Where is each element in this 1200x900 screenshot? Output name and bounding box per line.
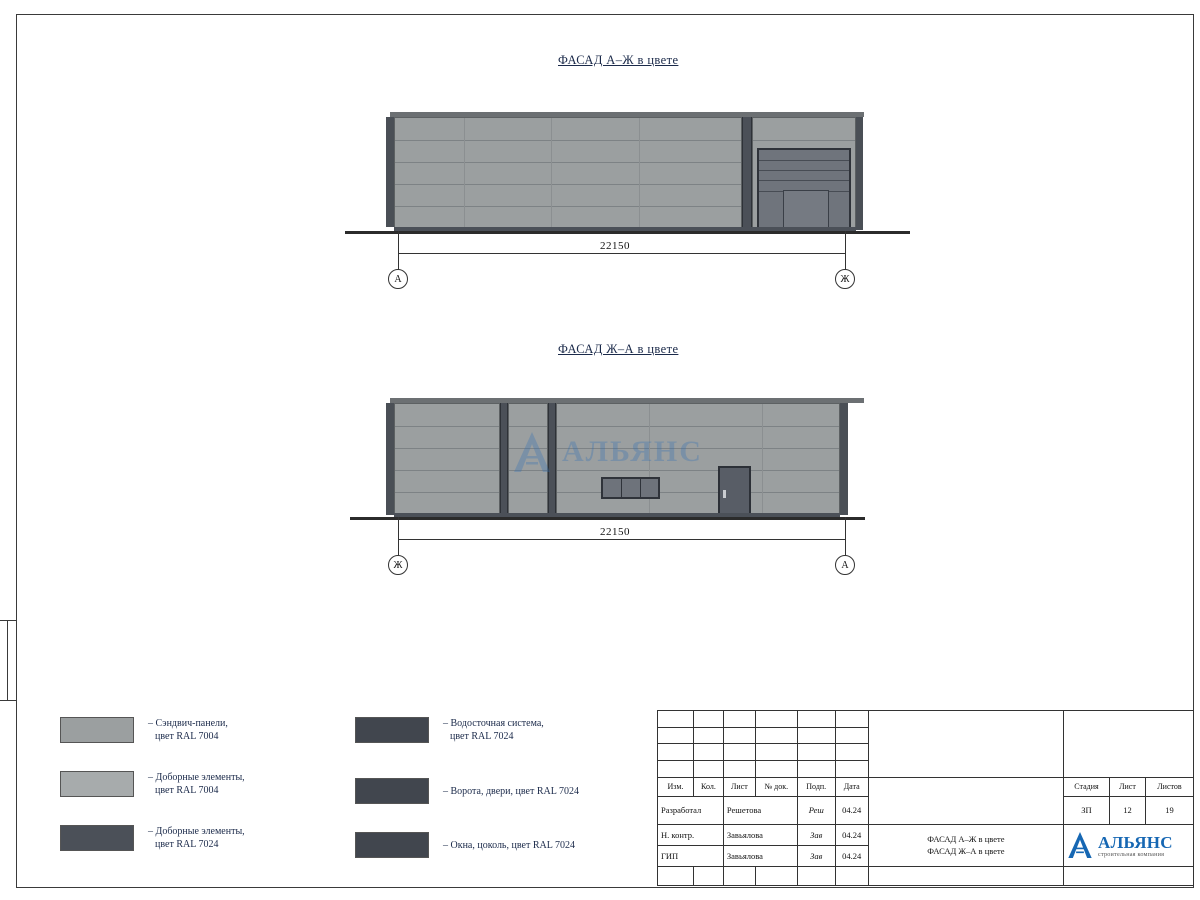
facade-column-trim-2b [548, 403, 556, 515]
watermark-text: АЛЬЯНС [562, 435, 703, 468]
dimension-line [398, 253, 845, 254]
sign-nkontr: Зав [797, 824, 835, 845]
date-nkontr: 04.24 [835, 824, 868, 845]
door-handle [723, 490, 726, 498]
legend-label-3-line1: – Водосточная система, [443, 718, 544, 729]
legend-label-2-line2: цвет RAL 7024 [155, 839, 219, 850]
name-razrabotal: Решетова [723, 796, 797, 824]
alliance-logo-icon-stamp [1067, 830, 1093, 860]
sign-razrabotal: Реш [797, 796, 835, 824]
panel-joint-lines-s1 [395, 404, 499, 514]
sign-gip: Зав [797, 845, 835, 866]
axis-stem-left [398, 253, 399, 269]
legend-label-5-line1: – Окна, цоколь, цвет RAL 7024 [443, 839, 575, 851]
th-list: Лист [723, 777, 755, 796]
gate-inner-panel [783, 190, 829, 231]
legend-label-3 [443, 717, 544, 743]
title-block-row-nkontr [658, 824, 1194, 845]
legend-label-1 [148, 771, 245, 797]
ground-line [345, 231, 910, 234]
project-title-line2: ФАСАД Ж–А в цвете [927, 846, 1005, 857]
axis-marker-right-a: А [835, 555, 855, 575]
dimension-value-a-zh: 22150 [600, 240, 630, 252]
legend-label-5 [443, 839, 575, 852]
legend-label-3-line2: цвет RAL 7024 [450, 731, 514, 742]
legend-label-1-line2: цвет RAL 7004 [155, 785, 219, 796]
legend-item-0 [60, 717, 228, 743]
legend-label-2-line1: – Доборные элементы, [148, 826, 245, 837]
company-logo [1067, 830, 1190, 860]
legend-item-5 [355, 832, 575, 858]
role-nkontr: Н. контр. [658, 824, 724, 845]
corner-trim-left [386, 117, 394, 227]
facade-title-a-zh: ФАСАД А–Ж в цвете [558, 53, 679, 67]
title-block-bottom-row [658, 867, 1194, 886]
axis-marker-left-zh: Ж [388, 555, 408, 575]
legend-swatch-3 [355, 717, 429, 743]
company-logo-cell [1064, 824, 1194, 866]
th-listov: Листов [1145, 777, 1193, 796]
facade-column-trim-2a [500, 403, 508, 515]
legend-swatch-4 [355, 778, 429, 804]
value-stadiya: ЗП [1064, 796, 1110, 824]
th-data: Дата [835, 777, 868, 796]
panel-joint-lines-s3 [557, 404, 839, 514]
panel-joint-lines [395, 118, 741, 228]
legend-swatch-5 [355, 832, 429, 858]
value-list: 12 [1109, 796, 1145, 824]
wall-section-3 [556, 403, 840, 515]
th-kol: Кол. [693, 777, 723, 796]
th-izm: Изм. [658, 777, 694, 796]
corner-trim-right [855, 117, 863, 230]
legend-label-4-line1: – Ворота, двери, цвет RAL 7024 [443, 785, 579, 797]
legend-label-0-line2: цвет RAL 7004 [155, 731, 219, 742]
legend-label-4 [443, 785, 579, 798]
role-gip: ГИП [658, 845, 724, 866]
facade-door [718, 466, 751, 515]
dimension-value-zh-a: 22150 [600, 526, 630, 538]
name-gip: Завьялова [723, 845, 797, 866]
ground-line-2 [350, 517, 865, 520]
title-block-table [657, 710, 1194, 886]
th-list-r: Лист [1109, 777, 1145, 796]
title-block [657, 710, 1194, 886]
sheet-edge-tick-top [0, 620, 16, 621]
th-ndok: № док. [755, 777, 797, 796]
date-razrabotal: 04.24 [835, 796, 868, 824]
legend-item-4 [355, 778, 579, 804]
legend-item-1 [60, 771, 245, 797]
axis-stem-left-2 [398, 539, 399, 555]
legend-item-3 [355, 717, 544, 743]
panel-joint-lines-s2 [509, 404, 547, 514]
legend-swatch-1 [60, 771, 134, 797]
legend-label-0 [148, 717, 228, 743]
role-razrabotal: Разработал [658, 796, 724, 824]
axis-marker-left-a: А [388, 269, 408, 289]
legend-swatch-2 [60, 825, 134, 851]
title-block-spacer [868, 777, 1063, 824]
legend-swatch-0 [60, 717, 134, 743]
legend-label-1-line1: – Доборные элементы, [148, 772, 245, 783]
project-title [868, 824, 1063, 866]
sheet-edge-tick-vertical [7, 620, 8, 700]
corner-trim-left-2 [386, 403, 394, 515]
legend-label-0-line1: – Сэндвич-панели, [148, 718, 228, 729]
name-nkontr: Завьялова [723, 824, 797, 845]
dimension-line-2 [398, 539, 845, 540]
th-stadiya: Стадия [1064, 777, 1110, 796]
legend-item-2 [60, 825, 245, 851]
title-block-blank-row-1 [658, 711, 1194, 728]
wall-section-2 [508, 403, 548, 515]
facade-window [601, 477, 660, 499]
axis-marker-right-zh: Ж [835, 269, 855, 289]
th-podp: Подп. [797, 777, 835, 796]
facade-column-trim [742, 117, 752, 229]
date-gip: 04.24 [835, 845, 868, 866]
title-block-header-row [658, 777, 1194, 796]
value-listov: 19 [1145, 796, 1193, 824]
legend-label-2 [148, 825, 245, 851]
sheet-edge-tick-bottom [0, 700, 16, 701]
project-title-line1: ФАСАД А–Ж в цвете [927, 834, 1005, 845]
axis-stem-right-2 [845, 539, 846, 555]
wall-sandwich-panels-left [394, 117, 742, 229]
corner-trim-right-2 [840, 403, 848, 515]
company-subtitle: строительная компания [1098, 850, 1165, 858]
wall-section-1 [394, 403, 500, 515]
company-name: АЛЬЯНС [1098, 832, 1173, 852]
overhead-gate [757, 148, 851, 229]
axis-stem-right [845, 253, 846, 269]
facade-title-zh-a: ФАСАД Ж–А в цвете [558, 342, 679, 356]
